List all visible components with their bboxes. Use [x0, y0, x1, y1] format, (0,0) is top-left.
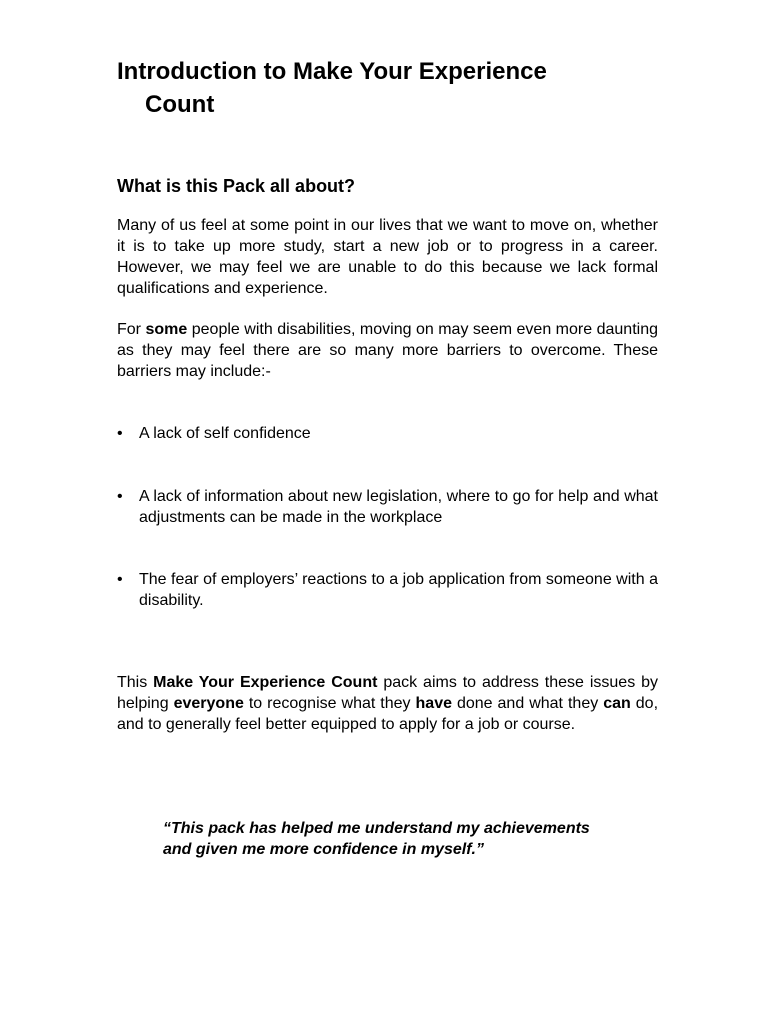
title-line-2: Count [145, 91, 215, 118]
bullet-icon: • [117, 488, 123, 505]
everyone-emphasis: everyone [173, 695, 244, 712]
list-item-text: A lack of information about new legislation, where to go for help and what adjustments can be made in the workplace [139, 488, 658, 526]
bullet-icon: • [117, 425, 123, 442]
aims-text-4: done and what they [451, 695, 604, 712]
aims-text-3: to recognise what they [243, 695, 416, 712]
list-item [117, 569, 658, 611]
list-item [117, 486, 658, 528]
list-item-text: A lack of self confidence [139, 425, 311, 442]
list-item [117, 423, 658, 444]
title-line-1: Introduction to Make Your Experience [117, 58, 547, 85]
barriers-paragraph [117, 319, 658, 382]
section-heading: What is this Pack all about? [117, 176, 356, 196]
barriers-text-start: For [117, 321, 146, 338]
bullet-icon: • [117, 571, 123, 588]
barriers-text-end: people with disabilities, moving on may seem even more daunting as they may feel there are so many more barriers to overcome. These barriers may include:- [117, 321, 658, 380]
aims-text-1: This [117, 674, 154, 691]
list-item-text: The fear of employers’ reactions to a job application from someone with a disability. [139, 571, 658, 609]
page-title [117, 55, 658, 121]
can-emphasis: can [603, 695, 631, 712]
intro-paragraph: Many of us feel at some point in our lives that we want to move on, whether it is to take up more study, start a new job or to progress in a career. However, we may feel we are unable to do this because we lack formal qualifications and experience. [117, 217, 658, 297]
have-emphasis: have [415, 695, 452, 712]
testimonial-quote: “This pack has helped me understand my achievements and given me more confidence in myself.” [163, 820, 590, 858]
aims-text-2: pack aims to address these issues by helping [117, 674, 659, 712]
barriers-emphasis: some [145, 321, 188, 338]
aims-text-5: do, and to generally feel better equipped to apply for a job or course. [117, 695, 659, 733]
pack-aims-paragraph [117, 672, 658, 735]
pack-name-emphasis: Make Your Experience Count [153, 674, 378, 691]
